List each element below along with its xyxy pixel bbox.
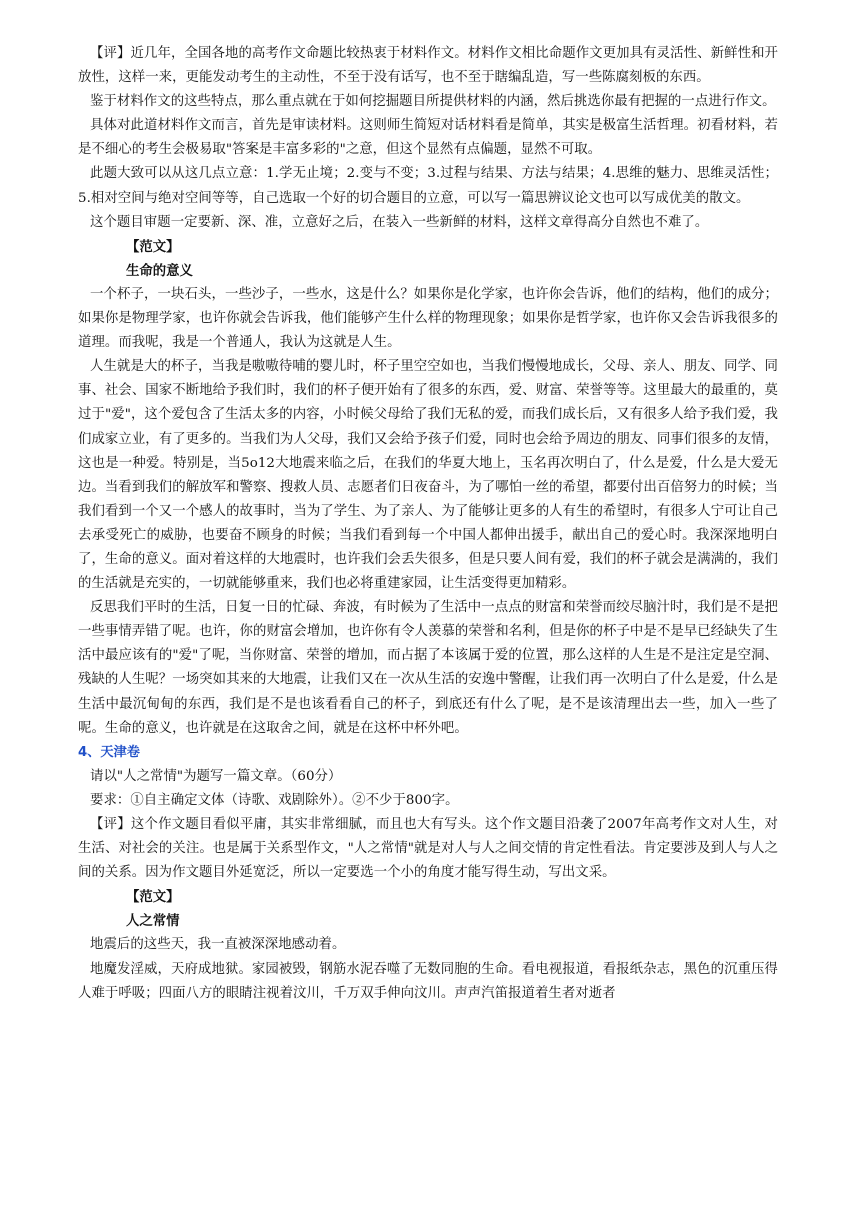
essay-title: 人之常情 (126, 913, 180, 930)
essay-paragraph: 地魔发淫威，天府成地狱。家园被毁，钢筋水泥吞噬了无数同胞的生命。看电视报道，看报纸杂志，黑色的沉重压得人难于呼吸；四面八方的眼睛注视着汶川，千万双手伸向汶川。声声汽笛报道着生者对逝者 (78, 961, 778, 1001)
essay-title: 生命的意义 (126, 262, 193, 279)
essay-paragraph: 人生就是大的杯子，当我是嗷嗷待哺的婴儿时，杯子里空空如也，当我们慢慢地成长，父母、亲人、朋友、同学、同事、社会、国家不断地给予我们时，我们的杯子便开始有了很多的东西，爱、财富、荣誉等等。这里最大的最重的，莫过于"爱"，这个爱包含了生活太多的内容，小时候父母给了我们无私的爱，而我们成长后，又有很多人给予我们爱，我们成家立业，有了更多的。当我们为人父母，我们又会给予孩子们爱，同时也会给予周边的朋友、同事们很多的友情，这也是一种爱。特别是，当5o12大地震来临之后，在我们的华夏大地上，玉名再次明白了，什么是爱，什么是大爱无边。当看到我们的解放军和警察、搜救人员、志愿者们日夜奋斗，为了哪怕一丝的希望，都要付出百倍努力的时候；当我们看到一个又一个感人的故事时，当为了学生、为了亲人、为了能够让更多的人有生的希望时，有很多人宁可让自己去承受死亡的威胁，也要奋不顾身的时候；当我们看到每一个中国人都伸出援手，献出自己的爱心时。我深深地明白了，生命的意义。面对着这样的大地震时，也许我们会丢失很多，但是只要人间有爱，我们的杯子就会是满满的，我们的生活就是充实的，一切就能够重来，我们也必将重建家园，让生活变得更加精彩。 (78, 359, 778, 592)
body-paragraph: 这个题目审题一定要新、深、准，立意好之后，在装入一些新鲜的材料，这样文章得高分自然也不难了。 (90, 214, 709, 230)
comment-paragraph: 【评】近几年，全国各地的高考作文命题比较热衷于材料作文。材料作文相比命题作文更加具有灵活性、新鲜性和开放性，这样一来，更能发动考生的主动性，不至于没有话写，也不至于瞎编乱造，写一些陈腐刻板的东西。 (78, 46, 778, 86)
body-paragraph: 此题大致可以从这几点立意：1.学无止境；2.变与不变；3.过程与结果、方法与结果；4.思维的魅力、思维灵活性；5.相对空间与绝对空间等等，自己选取一个好的切合题目的立意，可以写一篇思辨议论文也可以写成优美的散文。 (78, 166, 778, 206)
section-heading: 4、天津卷 (78, 744, 140, 760)
comment-paragraph: 【评】这个作文题目看似平庸，其实非常细腻，而且也大有写头。这个作文题目沿袭了2007年高考作文对人生，对生活、对社会的关注。也是属于关系型作文，"人之常情"就是对人与人之间交情的肯定性看法。肯定要涉及到人与人之间的关系。因为作文题目外延宽泛，所以一定要选一个小的角度才能写得生动，写出文采。 (78, 817, 778, 881)
requirements-paragraph: 要求：①自主确定文体（诗歌、戏剧除外）。②不少于800字。 (90, 792, 459, 808)
sample-essay-label: 【范文】 (126, 889, 180, 906)
document-page (78, 42, 778, 1006)
prompt-paragraph: 请以"人之常情"为题写一篇文章。（60分） (90, 768, 342, 784)
sample-essay-label: 【范文】 (126, 238, 180, 255)
body-paragraph: 鉴于材料作文的这些特点，那么重点就在于如何挖掘题目所提供材料的内涵，然后挑选你最有把握的一点进行作文。 (90, 94, 776, 110)
essay-paragraph: 反思我们平时的生活，日复一日的忙碌、奔波，有时候为了生活中一点点的财富和荣誉而绞尽脑汁时，我们是不是把一些事情弄错了呢。也许，你的财富会增加，也许你有令人羡慕的荣誉和名利，但是你的杯子中是不是早已经缺失了生活中最应该有的"爱"了呢，当你财富、荣誉的增加，而占据了本该属于爱的位置，那么这样的人生是不是注定是空洞、残缺的人生呢？一场突如其来的大地震，让我们又在一次从生活的安逸中警醒，让我们再一次明白了什么是爱，什么是生活中最沉甸甸的东西，我们是不是也该看看自己的杯子，到底还有什么了呢，是不是该清理出去一些，加入一些了呢。生命的意义，也许就是在这取舍之间，就是在这杯中杯外吧。 (78, 600, 778, 736)
essay-paragraph: 地震后的这些天，我一直被深深地感动着。 (90, 937, 346, 953)
body-paragraph: 具体对此道材料作文而言，首先是审读材料。这则师生简短对话材料看是简单，其实是极富生活哲理。初看材料，若是不细心的考生会极易取"答案是丰富多彩的"之意，但这个显然有点偏题，显然不可取。 (78, 118, 778, 158)
essay-paragraph: 一个杯子，一块石头，一些沙子，一些水，这是什么？如果你是化学家，也许你会告诉，他们的结构，他们的成分；如果你是物理学家，也许你就会告诉我，他们能够产生什么样的物理现象；如果你是哲学家，也许你又会告诉我很多的道理。而我呢，我是一个普通人，我认为这就是人生。 (78, 286, 778, 351)
